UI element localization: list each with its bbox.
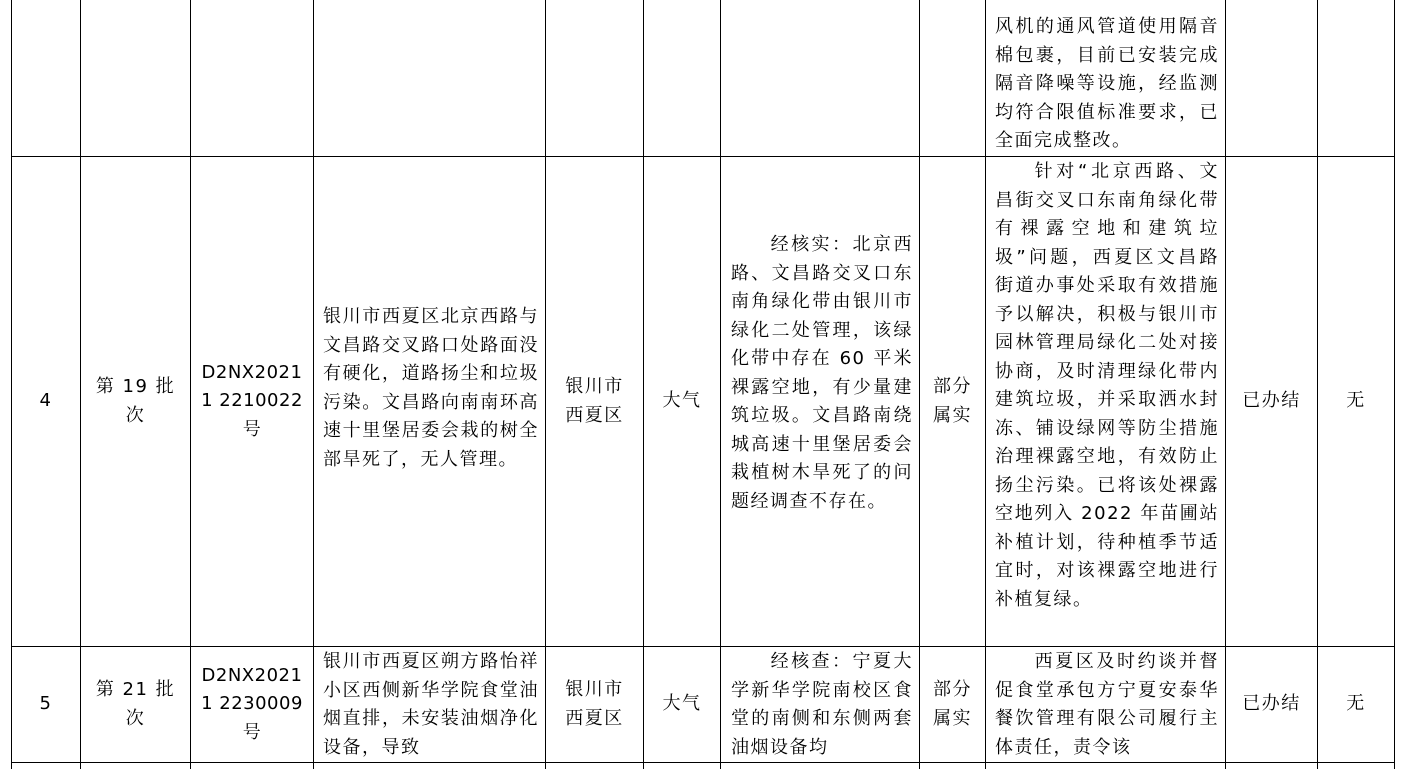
accountability-cell: 无 xyxy=(1346,693,1366,715)
verdict-text: 部分属实 xyxy=(933,376,972,426)
type-cell: 大气 xyxy=(662,390,702,412)
complaint-cell: 银川市西夏区北京西路与文昌路交叉路口处路面没有硬化，道路扬尘和垃圾污染。文昌路向南南环高速十里堡居委会栽的树全部旱死了，无人管理。 xyxy=(323,306,539,470)
handling-cell: 针对“北京西路、文昌街交叉口东南角绿化带有裸露空地和建筑垃圾”问题，西夏区文昌路街道办事处采取有效措施予以解决，积极与银川市园林管理局绿化二处对接协商，及时清理绿化带内建筑垃圾，并采取洒水封冻、铺设绿网等防尘措施治理裸露空地，有效防止扬尘污染。已将该处裸露空地列入 2022 年苗圃站补植计划，待种植季节适宜时，对该裸露空地进行补植复绿。 xyxy=(995,161,1219,610)
handling-cell: 风机的通风管道使用隔音棉包裹，目前已安装完成隔音降噪等设施，经监测均符合限值标准要求，已全面完成整改。 xyxy=(995,16,1219,151)
verification-cell: 经核实：北京西路、文昌路交叉口东南角绿化带由银川市绿化二处管理，该绿化带中存在 60 平米裸露空地，有少量建筑垃圾。文昌路南绕城高速十里堡居委会栽植树木旱死了的问题经调查不存在。 xyxy=(731,234,913,512)
code-cell xyxy=(191,157,313,646)
batch-text: 第 21 批次 xyxy=(95,679,176,729)
status-cell: 已办结 xyxy=(1242,693,1301,715)
code-cell xyxy=(191,647,313,762)
status-cell: 已办结 xyxy=(1242,390,1301,412)
district-text: 银川市西夏区 xyxy=(565,679,624,729)
code-text: D2NX20211 2230009 号 xyxy=(201,664,303,743)
handling-cell: 西夏区及时约谈并督促食堂承包方宁夏安泰华餐饮管理有限公司履行主体责任，责令该 xyxy=(995,651,1219,758)
district-text: 银川市西夏区 xyxy=(565,376,624,426)
verdict-cell xyxy=(920,157,985,646)
grid-line xyxy=(313,0,314,769)
batch-text: 第 19 批次 xyxy=(95,376,176,426)
verification-cell: 经核查：宁夏大学新华学院南校区食堂的南侧和东侧两套油烟设备均 xyxy=(731,651,913,758)
verdict-text: 部分属实 xyxy=(933,679,972,729)
complaint-cell: 银川市西夏区朔方路怡祥小区西侧新华学院食堂油烟直排，未安装油烟净化设备，导致 xyxy=(323,651,539,758)
accountability-cell: 无 xyxy=(1346,390,1366,412)
row-index: 5 xyxy=(39,693,53,715)
code-text: D2NX20211 2210022 号 xyxy=(201,361,303,440)
grid-line xyxy=(11,762,1394,763)
district-cell xyxy=(546,157,643,646)
row-index: 4 xyxy=(39,390,53,412)
district-cell xyxy=(546,647,643,762)
type-cell: 大气 xyxy=(662,693,702,715)
batch-cell xyxy=(81,647,190,762)
grid-line xyxy=(985,0,986,769)
grid-line xyxy=(1394,0,1395,769)
verdict-cell xyxy=(920,647,985,762)
batch-cell xyxy=(81,157,190,646)
grid-line xyxy=(720,0,721,769)
